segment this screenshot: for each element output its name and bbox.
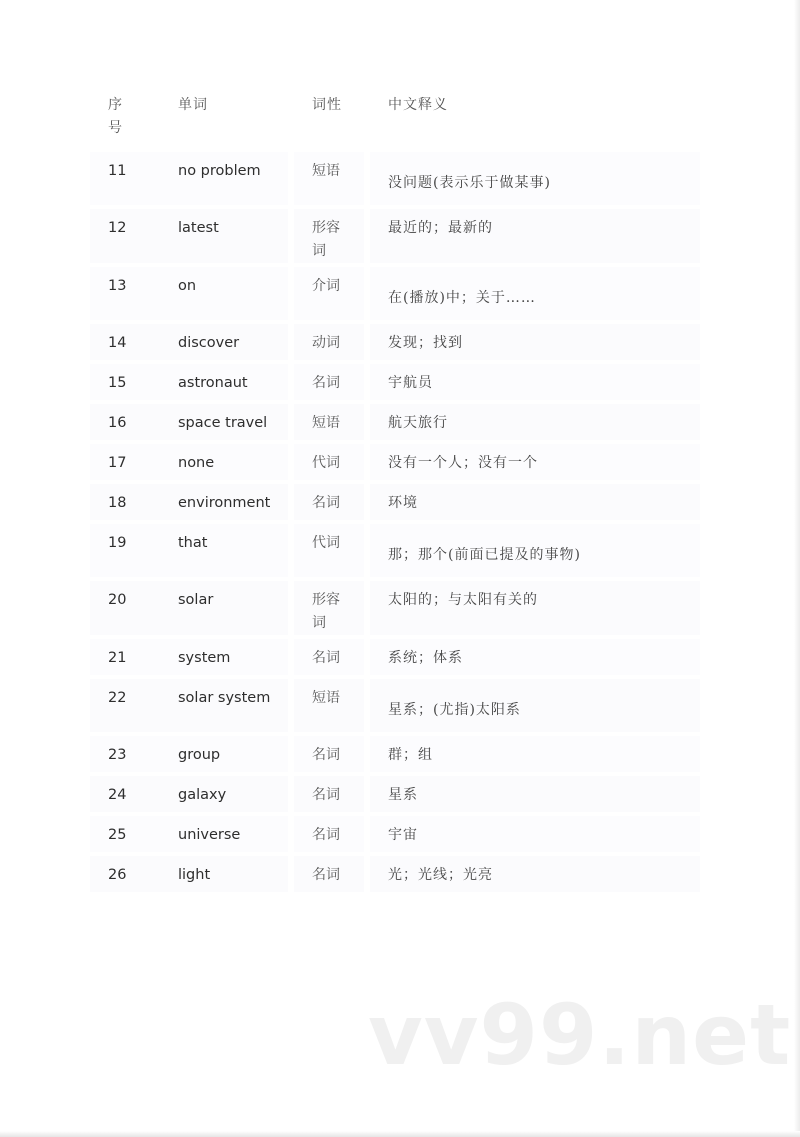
row-index bbox=[90, 856, 160, 896]
row-pos-text: 名词 bbox=[312, 375, 340, 391]
row-word bbox=[160, 267, 294, 324]
row-pos bbox=[294, 639, 370, 679]
row-pos-text: 名词 bbox=[312, 495, 340, 511]
row-pos-text: 名词 bbox=[312, 867, 340, 883]
row-index-text: 17 bbox=[108, 455, 127, 471]
row-pos bbox=[294, 404, 370, 444]
row-word-text: galaxy bbox=[178, 787, 227, 803]
watermark: vv99.net bbox=[368, 986, 792, 1084]
row-pos bbox=[294, 856, 370, 896]
table-row bbox=[90, 816, 700, 856]
row-index bbox=[90, 404, 160, 444]
row-index-text: 15 bbox=[108, 375, 127, 391]
row-word-text: solar system bbox=[178, 690, 271, 706]
header-index-label: 序号 bbox=[108, 97, 123, 136]
row-index bbox=[90, 524, 160, 581]
row-pos-text: 代词 bbox=[312, 455, 340, 471]
row-index bbox=[90, 736, 160, 776]
row-meaning-text: 太阳的；与太阳有关的 bbox=[388, 592, 538, 608]
row-word-text: solar bbox=[178, 592, 214, 608]
row-pos-text: 代词 bbox=[312, 535, 340, 551]
row-word-text: discover bbox=[178, 335, 240, 351]
table-header bbox=[90, 82, 700, 152]
page-edge bbox=[794, 0, 800, 1137]
row-index bbox=[90, 152, 160, 209]
table-row bbox=[90, 736, 700, 776]
table-row bbox=[90, 324, 700, 364]
row-pos bbox=[294, 152, 370, 209]
row-index bbox=[90, 444, 160, 484]
row-index-text: 26 bbox=[108, 867, 127, 883]
row-index bbox=[90, 816, 160, 856]
row-meaning-text: 宇宙 bbox=[388, 827, 418, 843]
row-meaning bbox=[370, 324, 700, 364]
row-meaning-text: 系统；体系 bbox=[388, 650, 463, 666]
page-bottom-edge bbox=[0, 1131, 800, 1137]
row-index-text: 20 bbox=[108, 592, 127, 608]
row-word-text: space travel bbox=[178, 415, 268, 431]
row-word bbox=[160, 816, 294, 856]
row-pos bbox=[294, 524, 370, 581]
row-pos bbox=[294, 581, 370, 639]
table-row bbox=[90, 444, 700, 484]
header-row bbox=[90, 82, 700, 152]
row-index bbox=[90, 209, 160, 267]
header-meaning: 中文释义 bbox=[388, 97, 448, 113]
row-word-text: light bbox=[178, 867, 211, 883]
row-meaning bbox=[370, 524, 700, 581]
table-body bbox=[90, 152, 700, 896]
row-meaning-text: 那；那个(前面已提及的事物) bbox=[388, 547, 581, 563]
row-word-text: group bbox=[178, 747, 221, 763]
row-meaning bbox=[370, 152, 700, 209]
row-index bbox=[90, 267, 160, 324]
row-word bbox=[160, 581, 294, 639]
table-row bbox=[90, 484, 700, 524]
row-meaning-text: 发现；找到 bbox=[388, 335, 463, 351]
row-index-text: 16 bbox=[108, 415, 127, 431]
vocabulary-table bbox=[90, 82, 700, 896]
row-pos-text: 介词 bbox=[312, 278, 340, 294]
table-row bbox=[90, 209, 700, 267]
row-word-text: astronaut bbox=[178, 375, 248, 391]
row-meaning bbox=[370, 404, 700, 444]
row-word-text: no problem bbox=[178, 163, 261, 179]
row-pos bbox=[294, 484, 370, 524]
row-word bbox=[160, 364, 294, 404]
row-index-text: 22 bbox=[108, 690, 127, 706]
table-row bbox=[90, 267, 700, 324]
row-index-text: 18 bbox=[108, 495, 127, 511]
row-word bbox=[160, 404, 294, 444]
row-pos-text: 形容词 bbox=[312, 592, 340, 631]
row-meaning-text: 光；光线；光亮 bbox=[388, 867, 493, 883]
row-meaning-text: 群；组 bbox=[388, 747, 433, 763]
header-word: 单词 bbox=[160, 82, 294, 152]
row-pos-text: 名词 bbox=[312, 650, 340, 666]
row-pos-text: 短语 bbox=[312, 163, 340, 179]
row-index-text: 24 bbox=[108, 787, 127, 803]
table-row bbox=[90, 524, 700, 581]
row-meaning-text: 没有一个人；没有一个 bbox=[388, 455, 538, 471]
header-part-of-speech: 词性 bbox=[294, 82, 370, 152]
table-row bbox=[90, 639, 700, 679]
row-index-text: 14 bbox=[108, 335, 127, 351]
row-meaning-text: 最近的；最新的 bbox=[388, 220, 493, 236]
row-index-text: 19 bbox=[108, 535, 127, 551]
row-index-text: 12 bbox=[108, 220, 127, 236]
row-word bbox=[160, 639, 294, 679]
row-word bbox=[160, 444, 294, 484]
row-pos-text: 短语 bbox=[312, 690, 340, 706]
row-meaning-text: 没问题(表示乐于做某事) bbox=[388, 175, 551, 191]
row-index-text: 13 bbox=[108, 278, 127, 294]
row-word bbox=[160, 209, 294, 267]
row-pos bbox=[294, 736, 370, 776]
row-pos-text: 名词 bbox=[312, 827, 340, 843]
table-row bbox=[90, 581, 700, 639]
table-row bbox=[90, 856, 700, 896]
row-meaning-text: 环境 bbox=[388, 495, 418, 511]
row-meaning bbox=[370, 639, 700, 679]
row-word bbox=[160, 484, 294, 524]
row-pos bbox=[294, 776, 370, 816]
row-pos bbox=[294, 444, 370, 484]
row-pos bbox=[294, 267, 370, 324]
row-meaning bbox=[370, 484, 700, 524]
row-index bbox=[90, 776, 160, 816]
row-index bbox=[90, 484, 160, 524]
row-word bbox=[160, 524, 294, 581]
row-pos-text: 形容词 bbox=[312, 220, 340, 259]
row-meaning-text: 宇航员 bbox=[388, 375, 433, 391]
row-meaning bbox=[370, 364, 700, 404]
row-word-text: on bbox=[178, 278, 197, 294]
row-pos-text: 短语 bbox=[312, 415, 340, 431]
row-pos bbox=[294, 209, 370, 267]
row-index-text: 21 bbox=[108, 650, 127, 666]
row-word bbox=[160, 679, 294, 736]
row-meaning bbox=[370, 679, 700, 736]
row-index-text: 11 bbox=[108, 163, 127, 179]
row-meaning bbox=[370, 444, 700, 484]
row-pos-text: 动词 bbox=[312, 335, 340, 351]
row-word-text: environment bbox=[178, 495, 271, 511]
row-pos bbox=[294, 679, 370, 736]
row-word-text: universe bbox=[178, 827, 241, 843]
row-index bbox=[90, 581, 160, 639]
row-index bbox=[90, 324, 160, 364]
row-meaning bbox=[370, 209, 700, 267]
row-index-text: 25 bbox=[108, 827, 127, 843]
row-meaning-text: 星系；(尤指)太阳系 bbox=[388, 702, 521, 718]
row-word bbox=[160, 324, 294, 364]
row-index-text: 23 bbox=[108, 747, 127, 763]
header-index bbox=[90, 82, 160, 152]
row-meaning-text: 航天旅行 bbox=[388, 415, 448, 431]
row-meaning bbox=[370, 776, 700, 816]
row-meaning bbox=[370, 581, 700, 639]
row-pos bbox=[294, 324, 370, 364]
row-word bbox=[160, 776, 294, 816]
row-pos bbox=[294, 816, 370, 856]
table-row bbox=[90, 404, 700, 444]
row-meaning-text: 在(播放)中；关于…… bbox=[388, 290, 536, 306]
row-pos bbox=[294, 364, 370, 404]
table-row bbox=[90, 152, 700, 209]
row-word-text: system bbox=[178, 650, 231, 666]
row-word-text: none bbox=[178, 455, 215, 471]
row-meaning-text: 星系 bbox=[388, 787, 418, 803]
row-word-text: latest bbox=[178, 220, 219, 236]
table-row bbox=[90, 776, 700, 816]
row-pos-text: 名词 bbox=[312, 747, 340, 763]
row-index bbox=[90, 679, 160, 736]
table-row bbox=[90, 679, 700, 736]
row-meaning bbox=[370, 736, 700, 776]
row-meaning bbox=[370, 816, 700, 856]
row-word-text: that bbox=[178, 535, 208, 551]
row-meaning bbox=[370, 856, 700, 896]
row-word bbox=[160, 736, 294, 776]
table-row bbox=[90, 364, 700, 404]
row-index bbox=[90, 364, 160, 404]
row-meaning bbox=[370, 267, 700, 324]
row-pos-text: 名词 bbox=[312, 787, 340, 803]
row-word bbox=[160, 856, 294, 896]
row-word bbox=[160, 152, 294, 209]
row-index bbox=[90, 639, 160, 679]
